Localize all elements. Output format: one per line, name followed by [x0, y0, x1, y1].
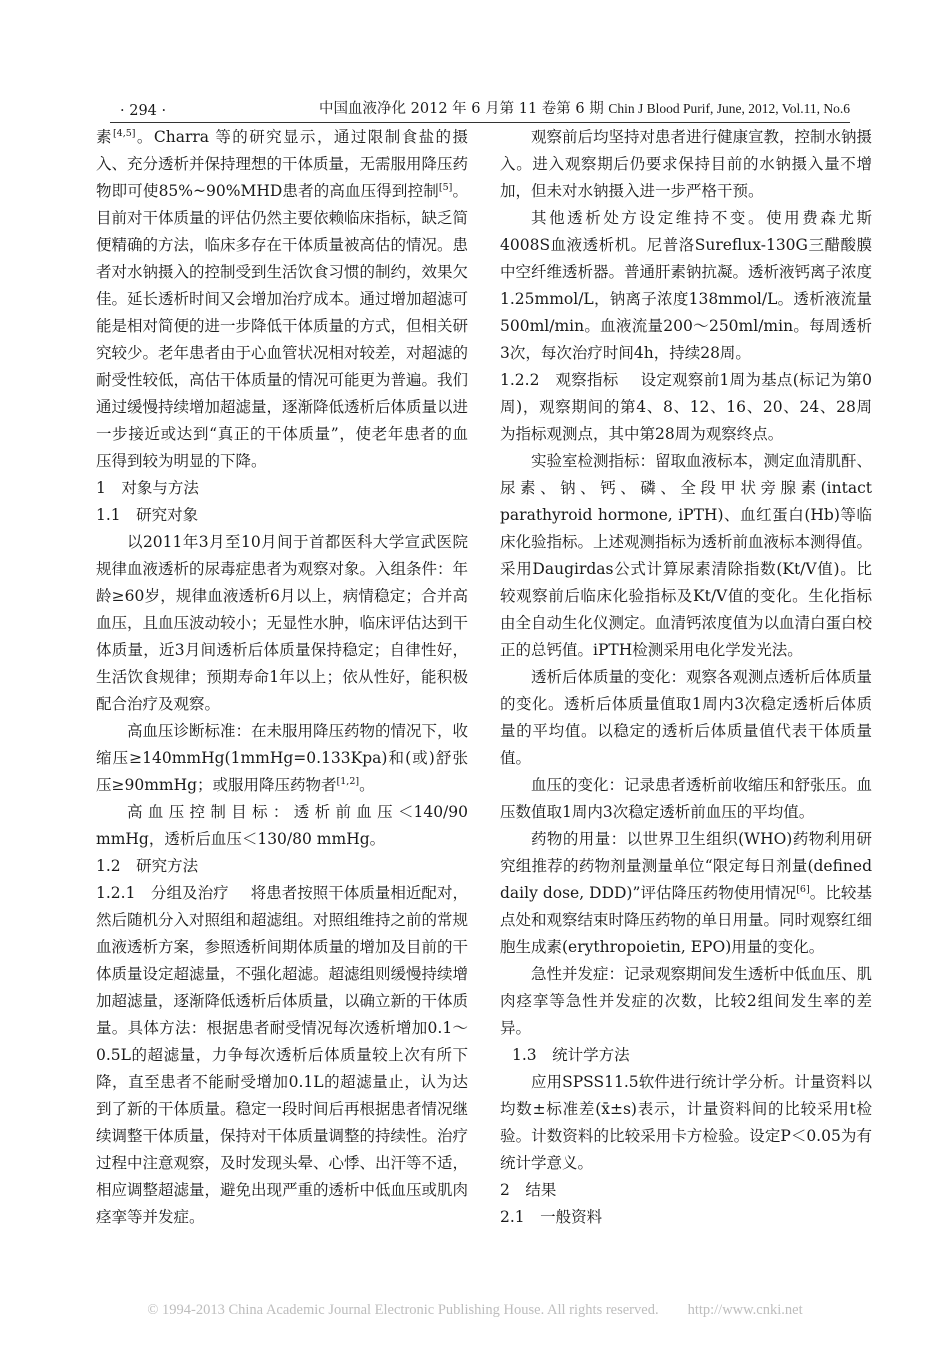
section-heading-methods: 1 对象与方法	[96, 479, 199, 497]
subsection-heading-study-methods: 1.2 研究方法	[96, 857, 199, 875]
subsubsection-heading-grouping: 1.2.1 分组及治疗	[96, 884, 229, 902]
copyright-footer: © 1994-2013 China Academic Journal Electronic Publishing House. All rights reserved. http://www.cnki.net	[147, 1302, 803, 1318]
subsection-heading-general-data: 2.1 一般资料	[500, 1208, 603, 1226]
citation-ref: [5]	[438, 182, 453, 193]
citation-ref: [4,5]	[112, 128, 136, 139]
page-number: · 294 ·	[120, 103, 167, 119]
paragraph-complications: 急性并发症：记录观察期间发生透析中低血压、肌肉痉挛等急性并发症的次数，比较2组间发生率的差异。	[500, 965, 873, 1037]
paragraph-grouping: 1.2.1 分组及治疗 将患者按照干体质量相近配对，然后随机分入对照组和超滤组。对照组维持之前的常规血液透析方案，参照透析间期体质量的增加及目前的干体质量设定超滤量，不强化超滤。超滤组则缓慢持续增加超滤量，逐渐降低透析后体质量，以确立新的干体质量。具体方法：根据患者耐受情况每次透析增加0.1～0.5L的超滤量，力争每次透析后体质量较上次有所下降，直至患者不能耐受增加0.1L的超滤量止，认为达到了新的干体质量。稳定一段时间后再根据患者情况继续调整干体质量，保持对干体质量调整的持续性。治疗过程中注意观察，及时发现头晕、心悸、出汗等不适，相应调整超滤量，避免出现严重的透析中低血压或肌肉痉挛等并发症。	[96, 884, 469, 1226]
citation-ref: [6]	[796, 884, 810, 895]
paragraph-bp-target: 高血压控制目标：透析前血压＜140/90 mmHg，透析后血压＜130/80 mmHg。	[96, 803, 468, 848]
paragraph-lab-tests: 实验室检测指标：留取血液标本，测定血清肌酐、尿素、钠、钙、磷、全段甲状旁腺素(intact parathyroid hormone, iPTH)、血红蛋白(Hb)等临床化验指标。上述观测指标为透析前血液标本测得值。采用Daugirdas公式计算尿素清除指数(Kt/V值)。比较观察前后临床化验指标及Kt/V值的变化。生化指标由全自动生化仪测定。血清钙浓度值为以血清白蛋白校正的总钙值。iPTH检测采用电化学发光法。	[500, 452, 873, 659]
subsubsection-heading-indicators: 1.2.2 观察指标	[500, 371, 619, 389]
journal-name-cn: 中国血液净化 2012 年 6 月第 11 卷第 6 期	[319, 101, 604, 117]
journal-name-en: Chin J Blood Purif, June, 2012, Vol.11, No.6	[608, 101, 850, 116]
paragraph-statistics: 应用SPSS11.5软件进行统计学分析。计量资料以均数±标准差(x̄±s)表示，计量资料间的比较采用t检验。计数资料的比较采用卡方检验。设定P＜0.05为有统计学意义。	[500, 1073, 872, 1172]
subsection-heading-statistics: 1.3 统计学方法	[512, 1046, 630, 1064]
paragraph-hypertension-criteria: 高血压诊断标准：在未服用降压药物的情况下，收缩压≥140mmHg(1mmHg=0.133Kpa)和(或)舒张压≥90mmHg；或服用降压药物者[1,2]。	[96, 722, 469, 794]
paragraph-drug-dosage: 药物的用量：以世界卫生组织(WHO)药物利用研究组推荐的药物剂量测量单位“限定每日剂量(defined daily dose, DDD)”评估降压药物使用情况[6]。比较基点处和观察结束时降压药物的单日用量。同时观察红细胞生成素(erythropoietin, EPO)用量的变化。	[500, 830, 873, 956]
paragraph-dialysis-prescription: 其他透析处方设定维持不变。使用费森尤斯4008S血液透析机。尼普洛Sureflux-130G三醋酸膜中空纤维透析器。普通肝素钠抗凝。透析液钙离子浓度1.25mmol/L，钠离子浓度138mmol/L。透析液流量500ml/min。血液流量200～250ml/min。每周透析3次，每次治疗时间4h，持续28周。	[500, 209, 873, 362]
paragraph-subjects: 以2011年3月至10月间于首都医科大学宣武医院规律血液透析的尿毒症患者为观察对象。入组条件：年龄≥60岁，规律血液透析6月以上，病情稳定；合并高血压，且血压波动较小；无显性水肿，临床评估达到干体质量，近3月间透析后体质量保持稳定；自律性好，生活饮食规律；预期寿命1年以上；依从性好，能积极配合治疗及观察。	[96, 533, 469, 713]
subsection-heading-subjects: 1.1 研究对象	[96, 506, 199, 524]
paragraph-bp-change: 血压的变化：记录患者透析前收缩压和舒张压。血压数值取1周内3次稳定透析前血压的平均值。	[500, 776, 873, 821]
journal-citation	[319, 98, 850, 120]
paragraph-weight-change: 透析后体质量的变化：观察各观测点透析后体质量的变化。透析后体质量值取1周内3次稳定透析后体质量的平均值。以稳定的透析后体质量值代表干体质量值。	[500, 668, 873, 767]
citation-ref: [1,2]	[336, 776, 360, 787]
paragraph-intro: 素[4,5]。Charra 等的研究显示，通过限制食盐的摄入、充分透析并保持理想的干体质量，无需服用降压药物即可使85%~90%MHD患者的高血压得到控制[5]。目前对干体质量的评估仍然主要依赖临床指标，缺乏简便精确的方法，临床多存在干体质量被高估的情况。患者对水钠摄入的控制受到生活饮食习惯的制约，效果欠佳。延长透析时间又会增加治疗成本。通过增加超滤可能是相对简便的进一步降低干体质量的方式，但相关研究较少。老年患者由于心血管状况相对较差，对超滤的耐受性较低，高估干体质量的情况可能更为普遍。我们通过缓慢持续增加超滤量，逐渐降低透析后体质量以进一步接近或达到“真正的干体质量”，使老年患者的血压得到较为明显的下降。	[96, 128, 469, 470]
running-header	[110, 98, 850, 123]
paragraph-health-education: 观察前后均坚持对患者进行健康宣教，控制水钠摄入。进入观察期后仍要求保持目前的水钠摄入量不增加，但未对水钠摄入进一步严格干预。	[500, 128, 873, 200]
paragraph-observation-points: 1.2.2 观察指标 设定观察前1周为基点(标记为第0周)，观察期间的第4、8、12、16、20、24、28周为指标观测点，其中第28周为观察终点。	[500, 371, 872, 443]
section-heading-results: 2 结果	[500, 1181, 557, 1199]
left-column	[96, 124, 468, 1231]
right-column	[500, 124, 872, 1231]
